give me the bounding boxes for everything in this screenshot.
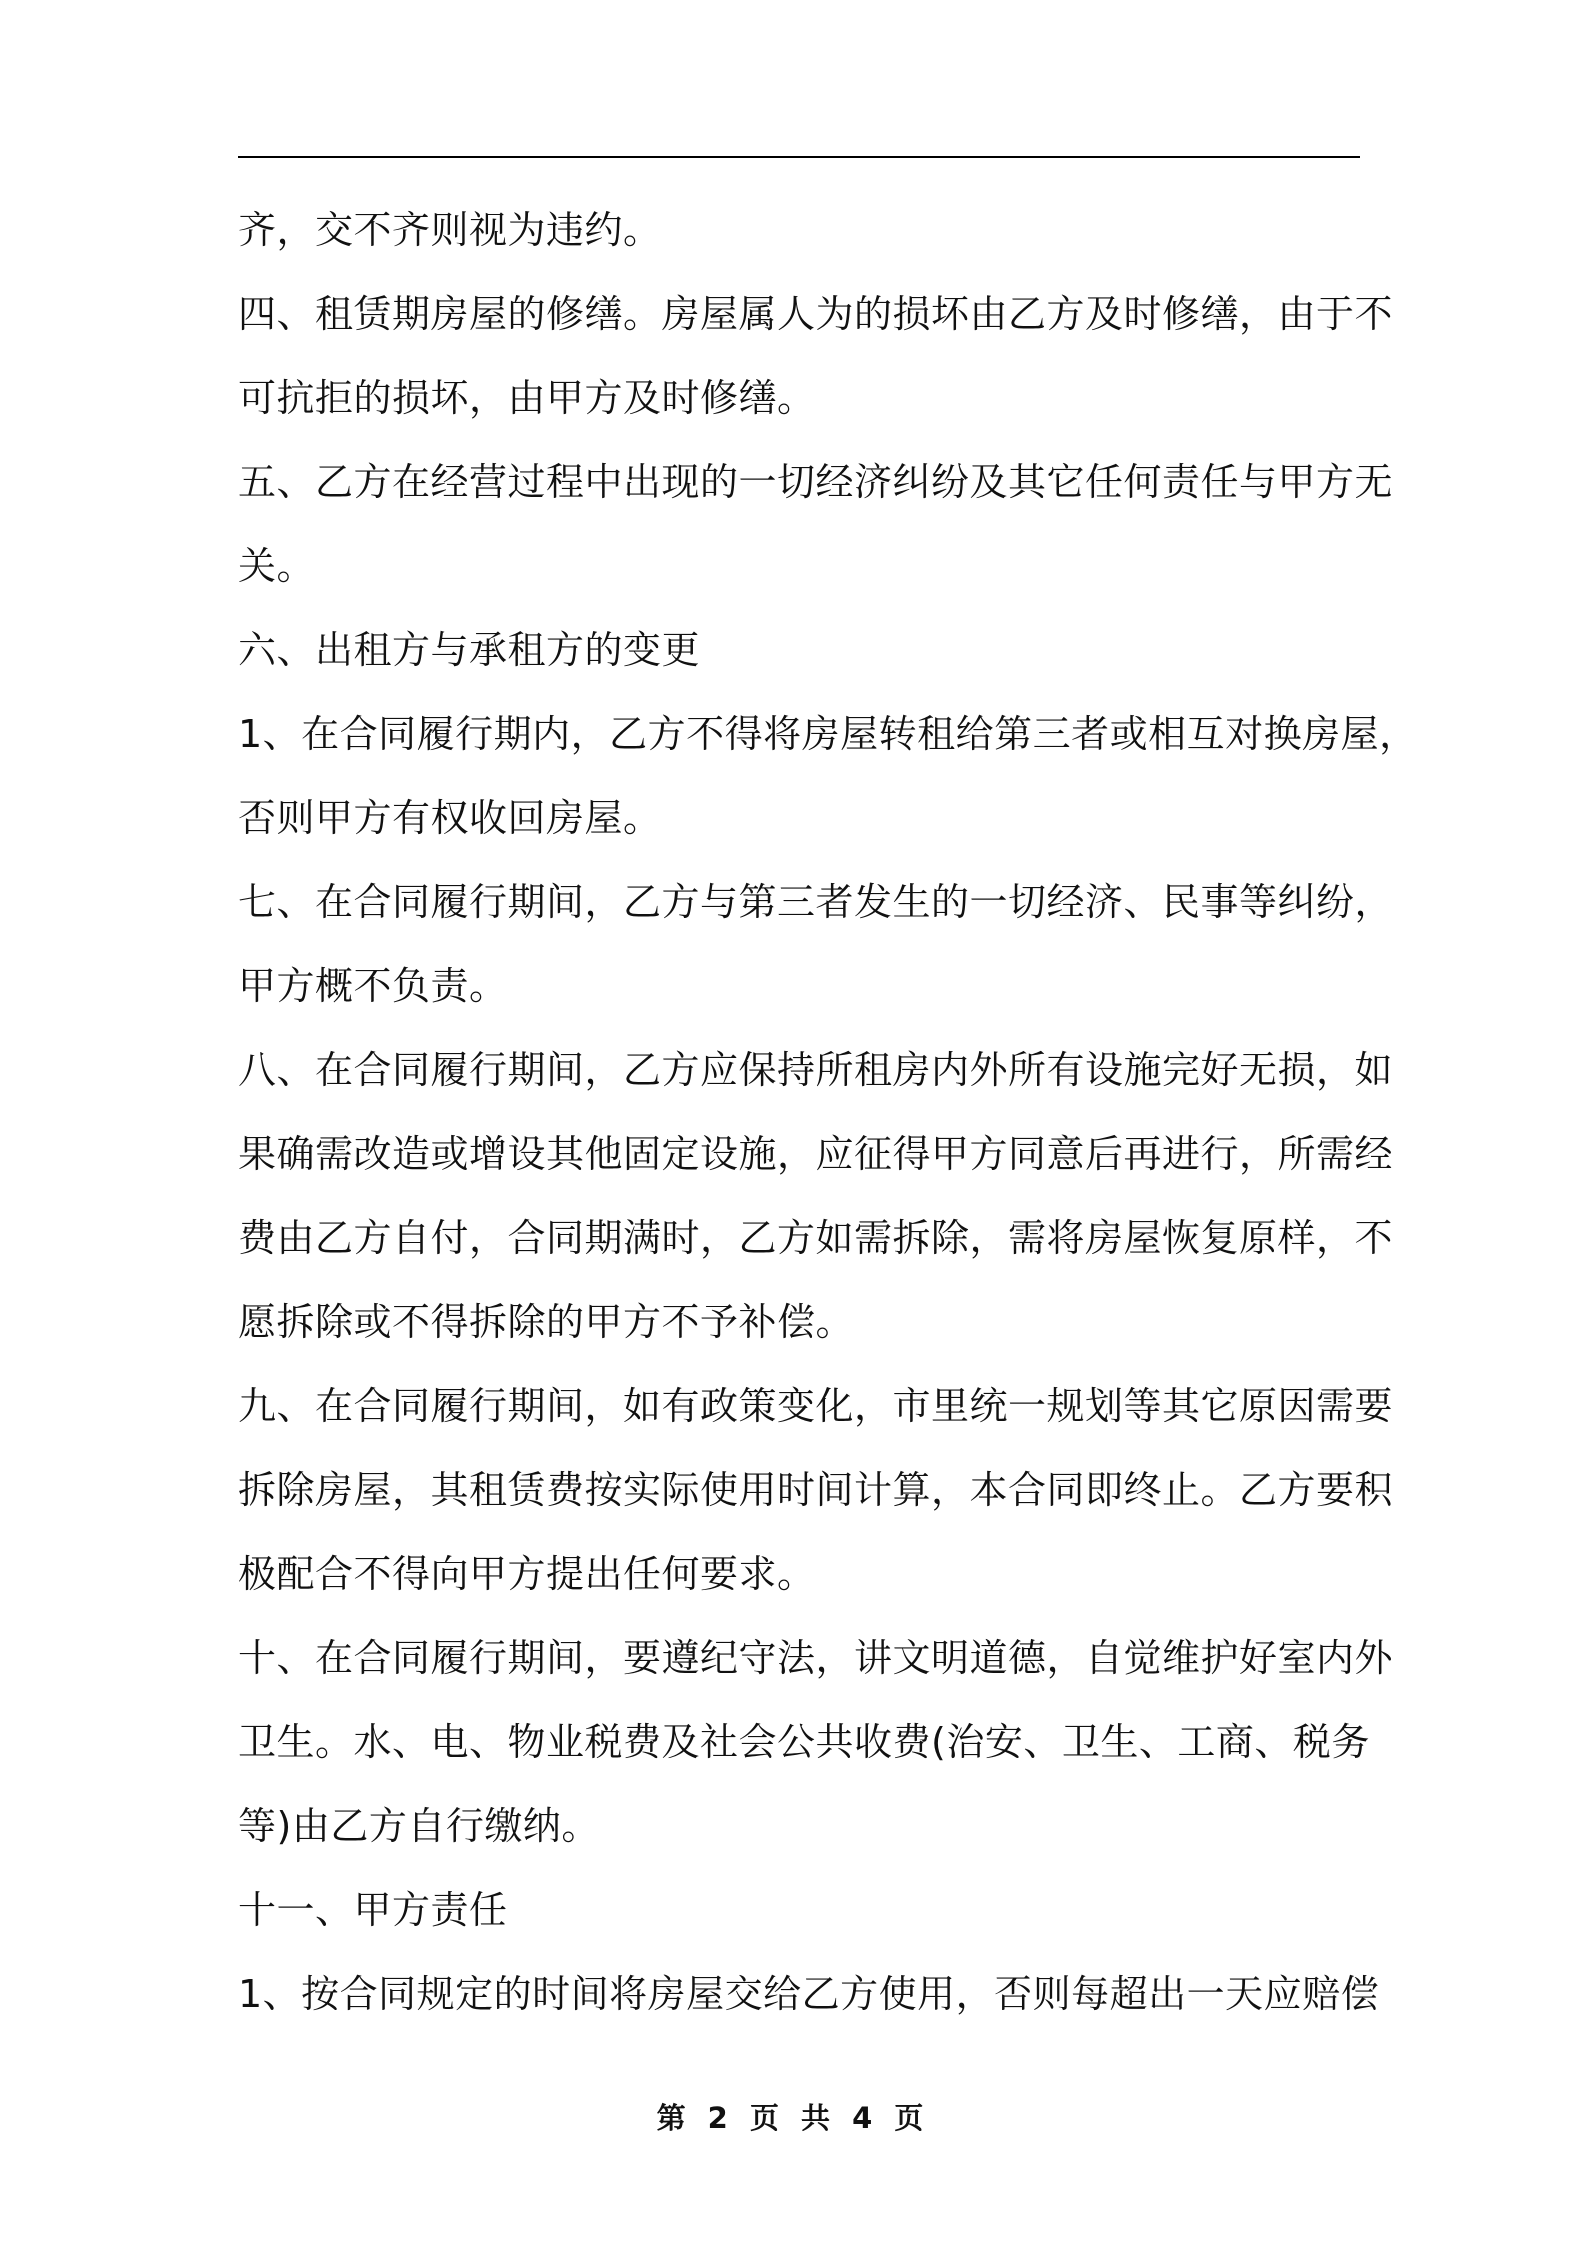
text-line: 十、在合同履行期间，要遵纪守法，讲文明道德，自觉维护好室内外	[238, 1636, 1394, 1680]
text-line: 卫生。水、电、物业税费及社会公共收费(治安、卫生、工商、税务	[238, 1720, 1370, 1764]
text-line: 可抗拒的损坏，由甲方及时修缮。	[238, 376, 816, 420]
text-line: 拆除房屋，其租赁费按实际使用时间计算，本合同即终止。乙方要积	[238, 1468, 1394, 1512]
text-line: 齐，交不齐则视为违约。	[238, 208, 662, 252]
text-line: 否则甲方有权收回房屋。	[238, 796, 662, 840]
text-line: 1、在合同履行期内，乙方不得将房屋转租给第三者或相互对换房屋，	[238, 712, 1418, 756]
text-line: 八、在合同履行期间，乙方应保持所租房内外所有设施完好无损，如	[238, 1048, 1394, 1092]
text-line: 甲方概不负责。	[238, 964, 508, 1008]
text-line: 愿拆除或不得拆除的甲方不予补偿。	[238, 1300, 855, 1344]
document-body	[238, 188, 1418, 2036]
text-line: 1、按合同规定的时间将房屋交给乙方使用，否则每超出一天应赔偿	[238, 1972, 1380, 2016]
text-line: 七、在合同履行期间，乙方与第三者发生的一切经济、民事等纠纷，	[238, 880, 1394, 924]
text-line: 六、出租方与承租方的变更	[238, 628, 701, 672]
text-line: 十一、甲方责任	[238, 1888, 508, 1932]
text-line: 费由乙方自付，合同期满时，乙方如需拆除，需将房屋恢复原样，不	[238, 1216, 1394, 1260]
text-line: 等)由乙方自行缴纳。	[238, 1804, 600, 1848]
text-line: 关。	[238, 544, 316, 588]
text-line: 果确需改造或增设其他固定设施，应征得甲方同意后再进行，所需经	[238, 1132, 1394, 1176]
text-line: 五、乙方在经营过程中出现的一切经济纠纷及其它任何责任与甲方无	[238, 460, 1394, 504]
page-number: 第 2 页 共 4 页	[656, 2101, 930, 2135]
text-line: 四、租赁期房屋的修缮。房屋属人为的损坏由乙方及时修缮，由于不	[238, 292, 1394, 336]
header-divider	[238, 156, 1360, 158]
text-line: 九、在合同履行期间，如有政策变化，市里统一规划等其它原因需要	[238, 1384, 1394, 1428]
text-line: 极配合不得向甲方提出任何要求。	[238, 1552, 816, 1596]
